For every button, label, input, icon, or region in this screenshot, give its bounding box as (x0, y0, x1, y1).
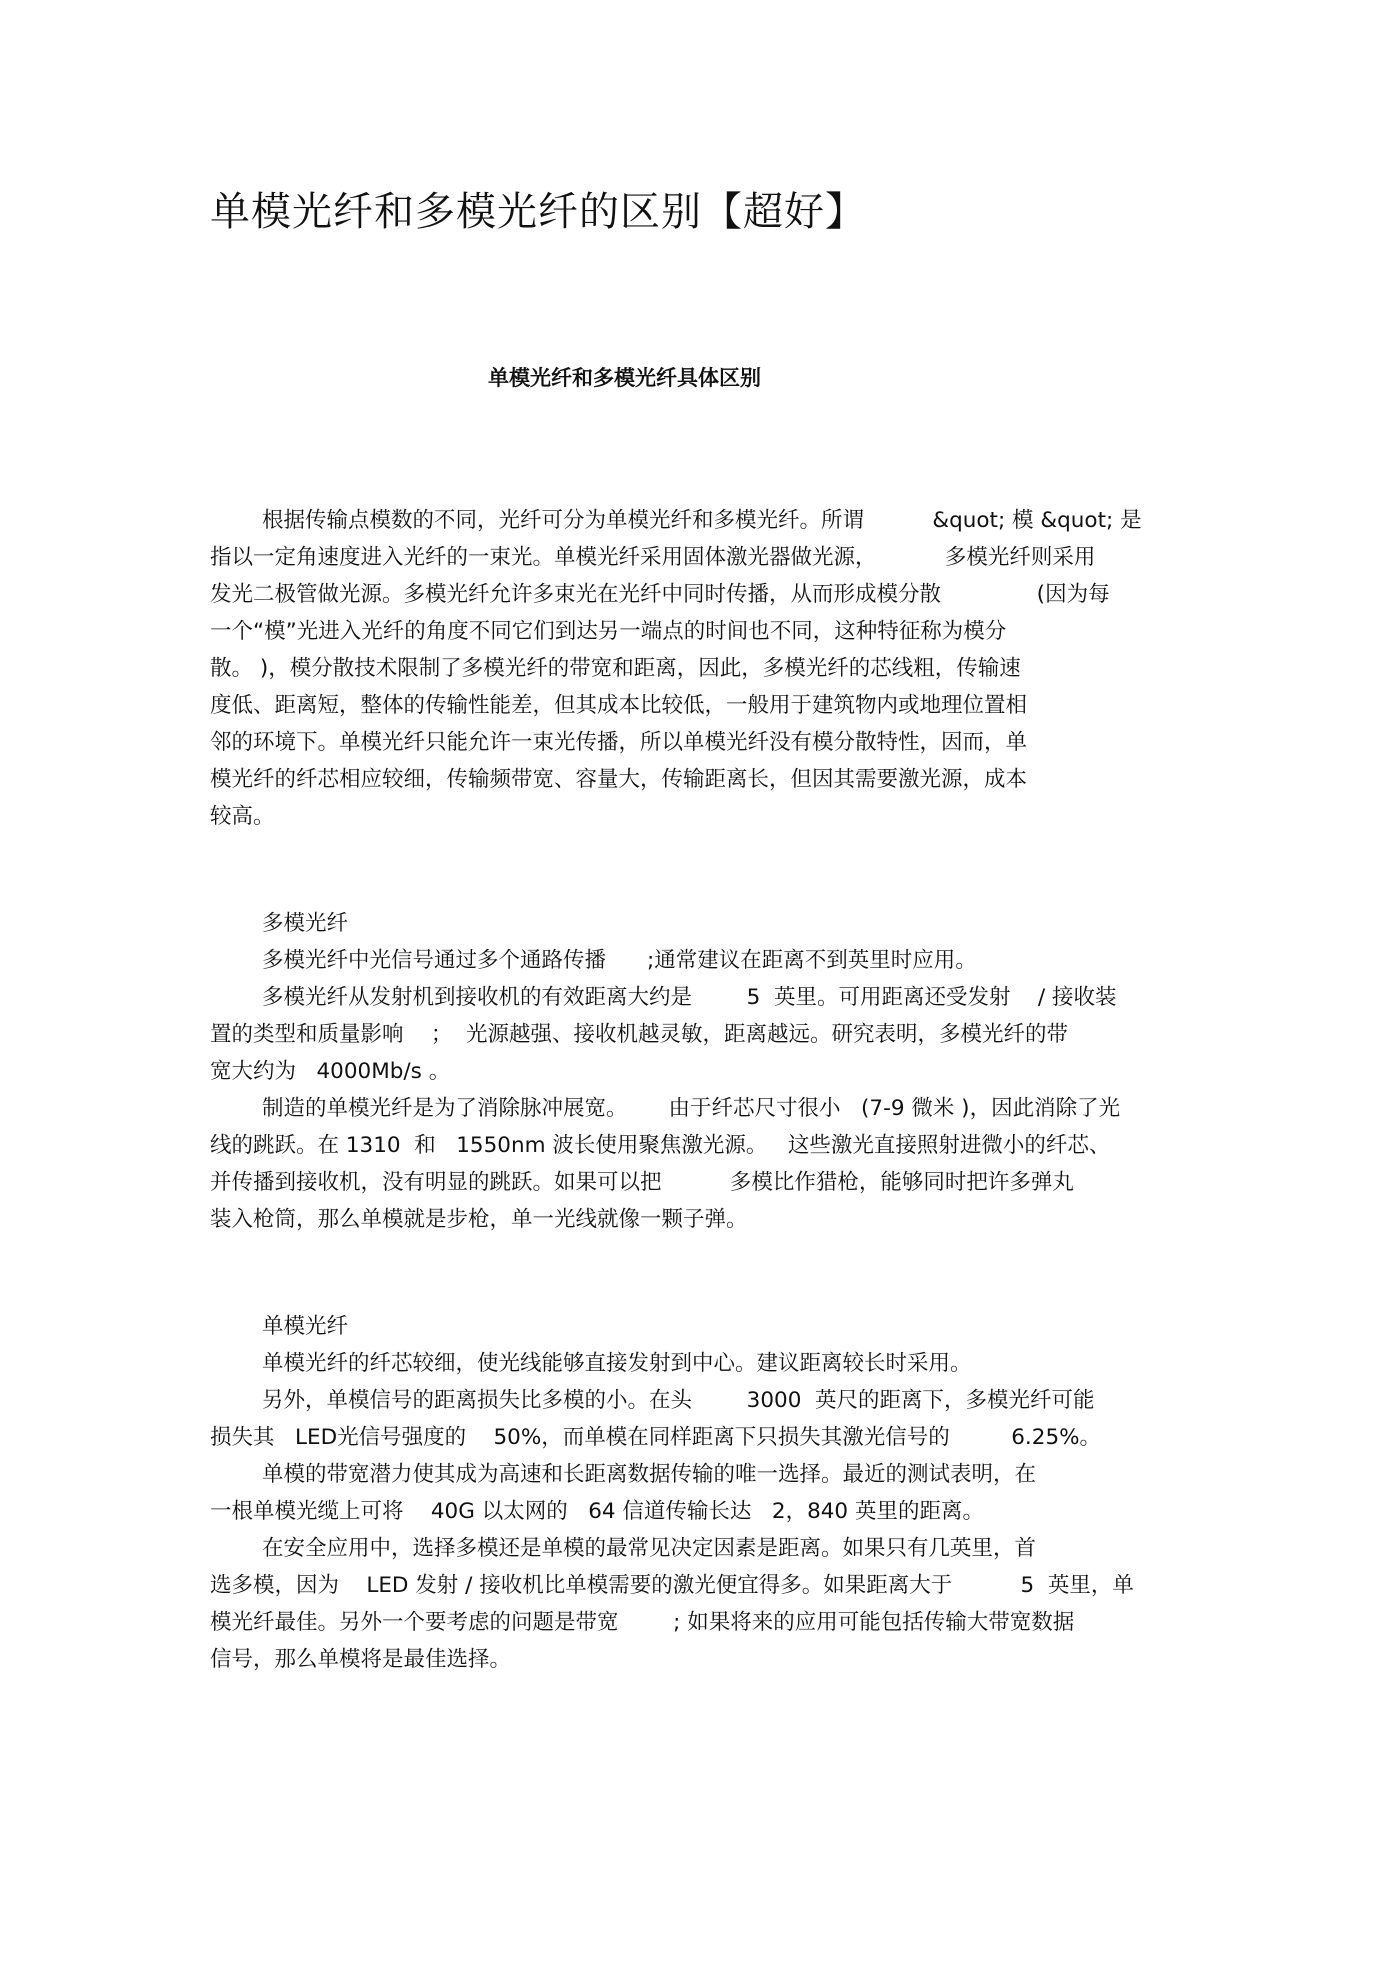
intro-line: 邻的环境下。单模光纤只能允许一束光传播，所以单模光纤没有模分散特性，因而，单 (210, 730, 1028, 755)
intro-line: 散。 )，模分散技术限制了多模光纤的带宽和距离，因此，多模光纤的芯线粗，传输速 (210, 656, 1021, 681)
singlemode-line: 单模光纤的纤芯较细，使光线能够直接发射到中心。建议距离较长时采用。 (262, 1351, 972, 1376)
section-heading-singlemode: 单模光纤 (262, 1314, 349, 1339)
multimode-line: 并传播到接收机，没有明显的跳跃。如果可以把 多模比作猎枪，能够同时把许多弹丸 (210, 1170, 1074, 1195)
intro-line: 较高。 (210, 804, 275, 829)
multimode-line: 置的类型和质量影响 ； 光源越强、接收机越灵敏，距离越远。研究表明，多模光纤的带 (210, 1022, 1069, 1047)
multimode-line: 多模光纤从发射机到接收机的有效距离大约是 5 英里。可用距离还受发射 / 接收装 (262, 985, 1117, 1010)
intro-line: 模光纤的纤芯相应较细，传输频带宽、容量大，传输距离长，但因其需要激光源，成本 (210, 767, 1028, 792)
singlemode-line: 单模的带宽潜力使其成为高速和长距离数据传输的唯一选择。最近的测试表明，在 (262, 1462, 1037, 1487)
singlemode-line: 一根单模光缆上可将 40G 以太网的 64 信道传输长达 2，840 英里的距离。 (210, 1499, 984, 1524)
intro-line: 发光二极管做光源。多模光纤允许多束光在光纤中同时传播，从而形成模分散 (因为每 (210, 582, 1110, 607)
multimode-line: 线的跳跃。在 1310 和 1550nm 波长使用聚焦激光源。 这些激光直接照射进微小的纤芯、 (210, 1133, 1111, 1158)
intro-line: 指以一定角速度进入光纤的一束光。单模光纤采用固体激光器做光源， 多模光纤则采用 (210, 545, 1096, 570)
section-heading-multimode: 多模光纤 (262, 911, 349, 936)
page-subtitle: 单模光纤和多模光纤具体区别 (488, 366, 761, 390)
multimode-line: 制造的单模光纤是为了消除脉冲展宽。 由于纤芯尺寸很小 (7-9 微米 )，因此消除了光 (262, 1096, 1121, 1121)
intro-line: 度低、距离短，整体的传输性能差，但其成本比较低，一般用于建筑物内或地理位置相 (210, 693, 1028, 718)
singlemode-line: 在安全应用中，选择多模还是单模的最常见决定因素是距离。如果只有几英里，首 (262, 1536, 1037, 1561)
multimode-line: 多模光纤中光信号通过多个通路传播 ;通常建议在距离不到英里时应用。 (262, 948, 977, 973)
singlemode-line: 选多模，因为 LED 发射 / 接收机比单模需要的激光便宜得多。如果距离大于 5 英里，单 (210, 1573, 1134, 1598)
singlemode-line: 模光纤最佳。另外一个要考虑的问题是带宽 ; 如果将来的应用可能包括传输大带宽数据 (210, 1610, 1075, 1635)
intro-line: 根据传输点模数的不同，光纤可分为单模光纤和多模光纤。所谓 &quot; 模 &quot; 是 (262, 508, 1142, 533)
singlemode-line: 另外，单模信号的距离损失比多模的小。在头 3000 英尺的距离下，多模光纤可能 (262, 1388, 1095, 1413)
singlemode-line: 损失其 LED光信号强度的 50%，而单模在同样距离下只损失其激光信号的 6.25%。 (210, 1425, 1102, 1450)
singlemode-line: 信号，那么单模将是最佳选择。 (210, 1647, 512, 1672)
intro-line: 一个“模”光进入光纤的角度不同它们到达另一端点的时间也不同，这种特征称为模分 (210, 619, 1007, 644)
multimode-line: 宽大约为 4000Mb/s 。 (210, 1059, 451, 1084)
multimode-line: 装入枪筒，那么单模就是步枪，单一光线就像一颗子弹。 (210, 1207, 748, 1232)
page-title: 单模光纤和多模光纤的区别【超好】 (210, 189, 866, 235)
